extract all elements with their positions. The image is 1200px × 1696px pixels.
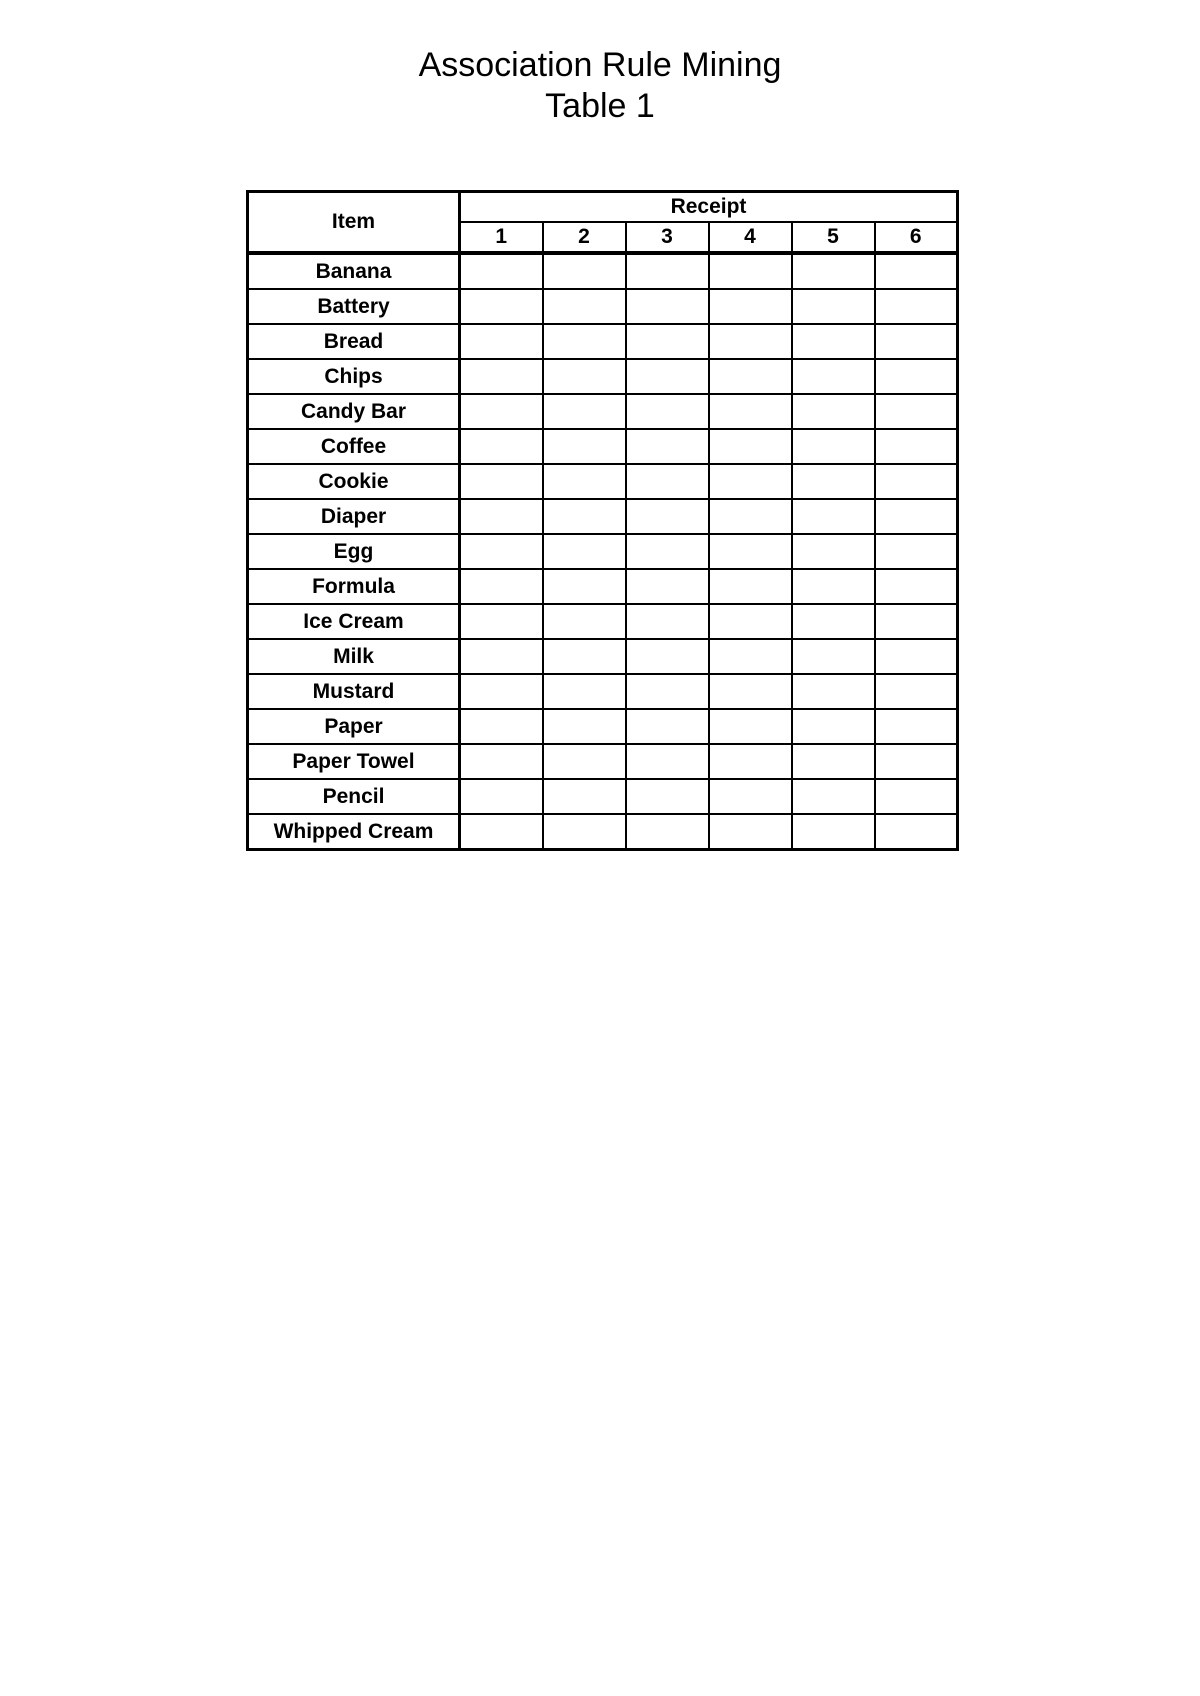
receipt-cell	[709, 569, 792, 604]
receipt-cell	[875, 359, 958, 394]
receipt-cell	[626, 814, 709, 850]
receipt-cell	[626, 359, 709, 394]
receipt-cell	[626, 289, 709, 324]
receipt-cell	[543, 464, 626, 499]
receipt-column-header: 1	[460, 222, 543, 253]
receipt-cell	[460, 744, 543, 779]
receipt-cell	[792, 429, 875, 464]
receipt-cell	[875, 429, 958, 464]
table-row	[248, 429, 958, 464]
item-name-cell: Milk	[248, 639, 460, 674]
receipt-cell	[792, 674, 875, 709]
receipt-cell	[460, 639, 543, 674]
receipt-cell	[709, 709, 792, 744]
receipt-cell	[875, 253, 958, 289]
receipt-cell	[460, 253, 543, 289]
item-name-cell: Diaper	[248, 499, 460, 534]
receipt-cell	[792, 639, 875, 674]
receipt-cell	[460, 394, 543, 429]
receipt-cell	[875, 534, 958, 569]
receipt-cell	[792, 359, 875, 394]
receipt-cell	[875, 709, 958, 744]
item-name-cell: Mustard	[248, 674, 460, 709]
receipt-cell	[709, 604, 792, 639]
receipt-cell	[543, 639, 626, 674]
table-row	[248, 814, 958, 850]
receipt-cell	[709, 674, 792, 709]
receipt-cell	[626, 324, 709, 359]
receipt-cell	[709, 779, 792, 814]
receipt-cell	[626, 253, 709, 289]
item-name-cell: Coffee	[248, 429, 460, 464]
receipt-cell	[875, 779, 958, 814]
item-name-cell: Paper Towel	[248, 744, 460, 779]
receipt-cell	[460, 429, 543, 464]
receipt-cell	[875, 569, 958, 604]
receipt-cell	[792, 709, 875, 744]
receipt-cell	[460, 569, 543, 604]
table-row	[248, 289, 958, 324]
receipt-cell	[543, 709, 626, 744]
item-column-header: Item	[248, 192, 460, 254]
receipt-cell	[875, 814, 958, 850]
receipt-cell	[460, 709, 543, 744]
receipt-cell	[626, 569, 709, 604]
receipt-cell	[626, 499, 709, 534]
receipt-cell	[626, 429, 709, 464]
receipt-cell	[792, 744, 875, 779]
receipt-cell	[792, 534, 875, 569]
receipt-cell	[709, 289, 792, 324]
receipt-column-header: 3	[626, 222, 709, 253]
receipt-cell	[792, 253, 875, 289]
receipt-cell	[543, 604, 626, 639]
receipt-cell	[460, 359, 543, 394]
receipt-cell	[709, 394, 792, 429]
table-body	[248, 253, 958, 850]
receipt-cell	[460, 674, 543, 709]
receipt-column-header: 2	[543, 222, 626, 253]
receipt-cell	[792, 779, 875, 814]
receipt-column-header: 5	[792, 222, 875, 253]
receipt-cell	[543, 253, 626, 289]
receipt-table	[246, 190, 959, 851]
receipt-cell	[709, 534, 792, 569]
item-name-cell: Whipped Cream	[248, 814, 460, 850]
item-name-cell: Cookie	[248, 464, 460, 499]
receipt-cell	[875, 394, 958, 429]
receipt-cell	[543, 744, 626, 779]
table-row	[248, 604, 958, 639]
receipt-cell	[709, 639, 792, 674]
table-row	[248, 534, 958, 569]
receipt-cell	[792, 289, 875, 324]
receipt-cell	[875, 464, 958, 499]
receipt-cell	[709, 744, 792, 779]
item-name-cell: Ice Cream	[248, 604, 460, 639]
receipt-cell	[875, 639, 958, 674]
receipt-cell	[626, 779, 709, 814]
receipt-cell	[792, 324, 875, 359]
receipt-cell	[875, 289, 958, 324]
receipt-cell	[709, 359, 792, 394]
receipt-cell	[543, 429, 626, 464]
receipt-cell	[460, 604, 543, 639]
receipt-column-header: 6	[875, 222, 958, 253]
receipt-cell	[709, 324, 792, 359]
receipt-cell	[626, 674, 709, 709]
receipt-cell	[626, 464, 709, 499]
receipt-cell	[626, 639, 709, 674]
receipt-cell	[792, 394, 875, 429]
receipt-cell	[543, 359, 626, 394]
receipt-cell	[543, 814, 626, 850]
receipt-cell	[543, 499, 626, 534]
receipt-cell	[875, 674, 958, 709]
receipt-cell	[543, 569, 626, 604]
table-row	[248, 709, 958, 744]
receipt-cell	[792, 569, 875, 604]
receipt-cell	[709, 464, 792, 499]
receipt-cell	[709, 429, 792, 464]
document-title: Association Rule Mining	[418, 46, 782, 84]
item-name-cell: Banana	[248, 253, 460, 289]
table-row	[248, 674, 958, 709]
item-name-cell: Egg	[248, 534, 460, 569]
table-caption: Table 1	[545, 87, 655, 125]
receipt-cell	[875, 744, 958, 779]
receipt-cell	[875, 604, 958, 639]
receipt-cell	[875, 499, 958, 534]
receipt-cell	[626, 394, 709, 429]
receipt-cell	[709, 814, 792, 850]
table-row	[248, 359, 958, 394]
receipt-cell	[460, 814, 543, 850]
item-name-cell: Pencil	[248, 779, 460, 814]
receipt-cell	[460, 779, 543, 814]
receipt-cell	[543, 289, 626, 324]
receipt-cell	[626, 709, 709, 744]
receipt-cell	[709, 499, 792, 534]
table-row	[248, 324, 958, 359]
receipt-group-header: Receipt	[460, 192, 958, 223]
table-row	[248, 779, 958, 814]
receipt-cell	[792, 499, 875, 534]
receipt-cell	[543, 674, 626, 709]
receipt-cell	[792, 814, 875, 850]
table-row	[248, 499, 958, 534]
table-row	[248, 639, 958, 674]
receipt-cell	[626, 744, 709, 779]
item-name-cell: Bread	[248, 324, 460, 359]
receipt-cell	[543, 324, 626, 359]
receipt-cell	[460, 324, 543, 359]
receipt-cell	[543, 534, 626, 569]
table-row	[248, 394, 958, 429]
receipt-cell	[460, 289, 543, 324]
item-name-cell: Chips	[248, 359, 460, 394]
receipt-cell	[792, 464, 875, 499]
receipt-cell	[626, 604, 709, 639]
receipt-cell	[709, 253, 792, 289]
header-row-group	[248, 192, 958, 223]
item-name-cell: Candy Bar	[248, 394, 460, 429]
receipt-cell	[543, 394, 626, 429]
receipt-cell	[460, 499, 543, 534]
receipt-cell	[460, 534, 543, 569]
table-row	[248, 464, 958, 499]
item-name-cell: Formula	[248, 569, 460, 604]
table-row	[248, 569, 958, 604]
receipt-cell	[460, 464, 543, 499]
receipt-column-header: 4	[709, 222, 792, 253]
receipt-cell	[792, 604, 875, 639]
table-row	[248, 744, 958, 779]
item-name-cell: Battery	[248, 289, 460, 324]
receipt-cell	[543, 779, 626, 814]
receipt-cell	[875, 324, 958, 359]
table-row	[248, 253, 958, 289]
receipt-cell	[626, 534, 709, 569]
item-name-cell: Paper	[248, 709, 460, 744]
